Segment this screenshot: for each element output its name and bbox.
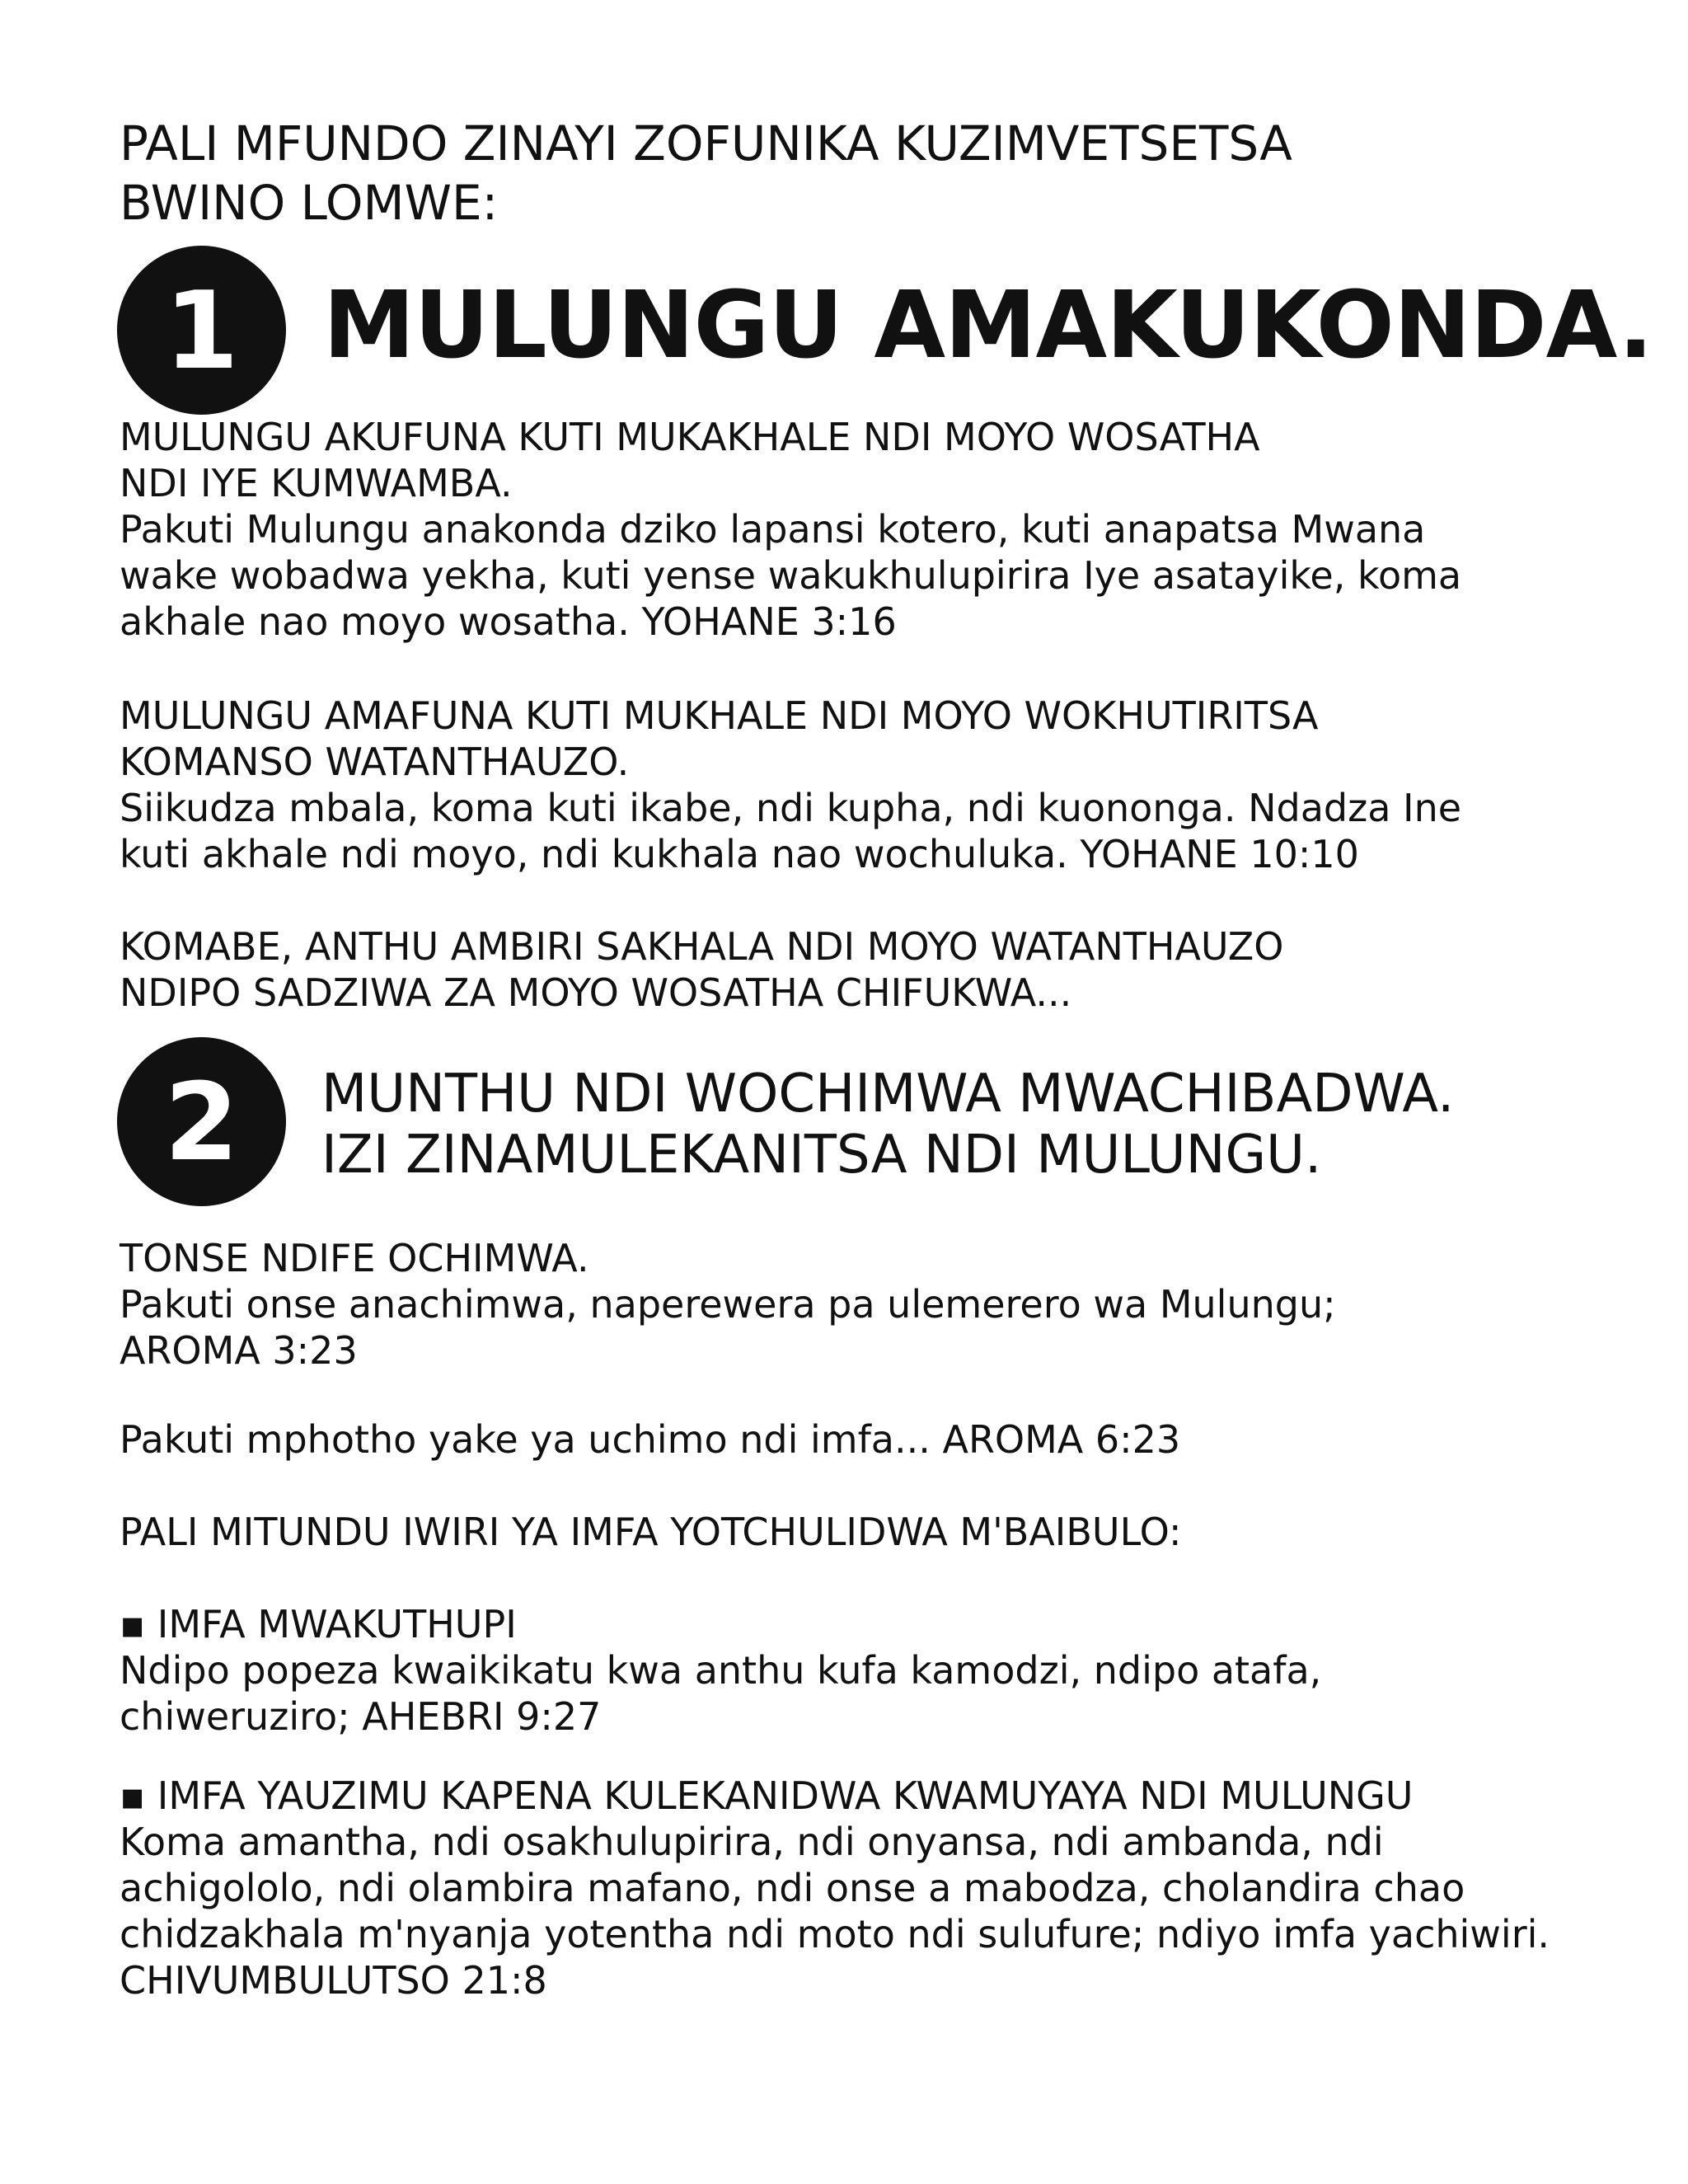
section-1-block-b xyxy=(120,693,1603,877)
step-number-badge xyxy=(117,246,286,415)
section-2-block-c xyxy=(120,1509,1603,1555)
block-text-line: Siikudza mbala, koma kuti ikabe, ndi kupha, ndi kuononga. Ndadza Ine xyxy=(120,786,1462,830)
section-1-block-a xyxy=(120,414,1603,645)
block-text-line: Pakuti mphotho yake ya uchimo ndi imfa... AROMA 6:23 xyxy=(120,1417,1181,1462)
intro-line: PALI MFUNDO ZINAYI ZOFUNIKA KUZIMVETSETSA xyxy=(120,115,1292,171)
block-text-line: Ndipo popeza kwaikikatu kwa anthu kufa kamodzi, ndipo atafa, xyxy=(120,1648,1322,1693)
block-text-line: Koma amantha, ndi osakhulupirira, ndi onyansa, ndi ambanda, ndi xyxy=(120,1820,1384,1864)
block-text-line: achigololo, ndi olambira mafano, ndi onse a mabodza, cholandira chao xyxy=(120,1866,1465,1910)
block-heading-line: KOMABE, ANTHU AMBIRI SAKHALA NDI MOYO WATANTHAUZO xyxy=(120,924,1284,969)
section-2-title xyxy=(321,1064,1454,1186)
block-heading-line: MULUNGU AKUFUNA KUTI MUKAKHALE NDI MOYO WOSATHA xyxy=(120,415,1260,459)
block-text-line: kuti akhale ndi moyo, ndi kukhala nao wochuluka. YOHANE 10:10 xyxy=(120,832,1359,876)
bullet-heading: ▪ IMFA MWAKUTHUPI xyxy=(120,1602,517,1646)
step-number-badge xyxy=(117,1037,286,1206)
block-text-line: Pakuti Mulungu anakonda dziko lapansi kotero, kuti anapatsa Mwana xyxy=(120,507,1426,552)
block-heading-line: KOMANSO WATANTHAUZO. xyxy=(120,740,630,784)
section-2-title-line: MUNTHU NDI WOCHIMWA MWACHIBADWA. xyxy=(321,1064,1455,1125)
bullet-physical-death xyxy=(120,1601,1603,1740)
section-2-block-b xyxy=(120,1416,1603,1463)
bullet-spiritual-death xyxy=(120,1773,1603,2003)
block-text-line: akhale nao moyo wosatha. YOHANE 3:16 xyxy=(120,599,897,644)
block-text-line: chidzakhala m'nyanja yotentha ndi moto ndi sulufure; ndiyo imfa yachiwiri. xyxy=(120,1912,1550,1956)
section-2-title-line: IZI ZINAMULEKANITSA NDI MULUNGU. xyxy=(321,1125,1322,1186)
block-heading-line: MULUNGU AMAFUNA KUTI MUKHALE NDI MOYO WOKHUTIRITSA xyxy=(120,693,1319,738)
block-text-line: CHIVUMBULUTSO 21:8 xyxy=(120,1958,547,2003)
step-number: 1 xyxy=(164,267,239,393)
section-1-block-c xyxy=(120,923,1603,1016)
block-text-line: AROMA 3:23 xyxy=(120,1328,358,1373)
intro-line: BWINO LOMWE: xyxy=(120,175,499,231)
block-heading-line: TONSE NDIFE OCHIMWA. xyxy=(120,1236,589,1280)
block-heading-line: NDIPO SADZIWA ZA MOYO WOSATHA CHIFUKWA... xyxy=(120,970,1072,1015)
block-heading-line: NDI IYE KUMWAMBA. xyxy=(120,461,513,505)
block-heading-line: PALI MITUNDU IWIRI YA IMFA YOTCHULIDWA M'BAIBULO: xyxy=(120,1510,1182,1554)
block-text-line: Pakuti onse anachimwa, naperewera pa ulemerero wa Mulungu; xyxy=(120,1282,1336,1327)
section-1-title: MULUNGU AMAKUKONDA. xyxy=(323,272,1653,379)
intro-heading xyxy=(120,114,1570,232)
block-text-line: wake wobadwa yekha, kuti yense wakukhulupirira Iye asatayike, koma xyxy=(120,553,1462,598)
block-text-line: chiweruziro; AHEBRI 9:27 xyxy=(120,1694,602,1739)
bullet-heading: ▪ IMFA YAUZIMU KAPENA KULEKANIDWA KWAMUYAYA NDI MULUNGU xyxy=(120,1773,1414,1818)
step-number: 2 xyxy=(164,1059,239,1185)
section-2-block-a xyxy=(120,1235,1603,1374)
